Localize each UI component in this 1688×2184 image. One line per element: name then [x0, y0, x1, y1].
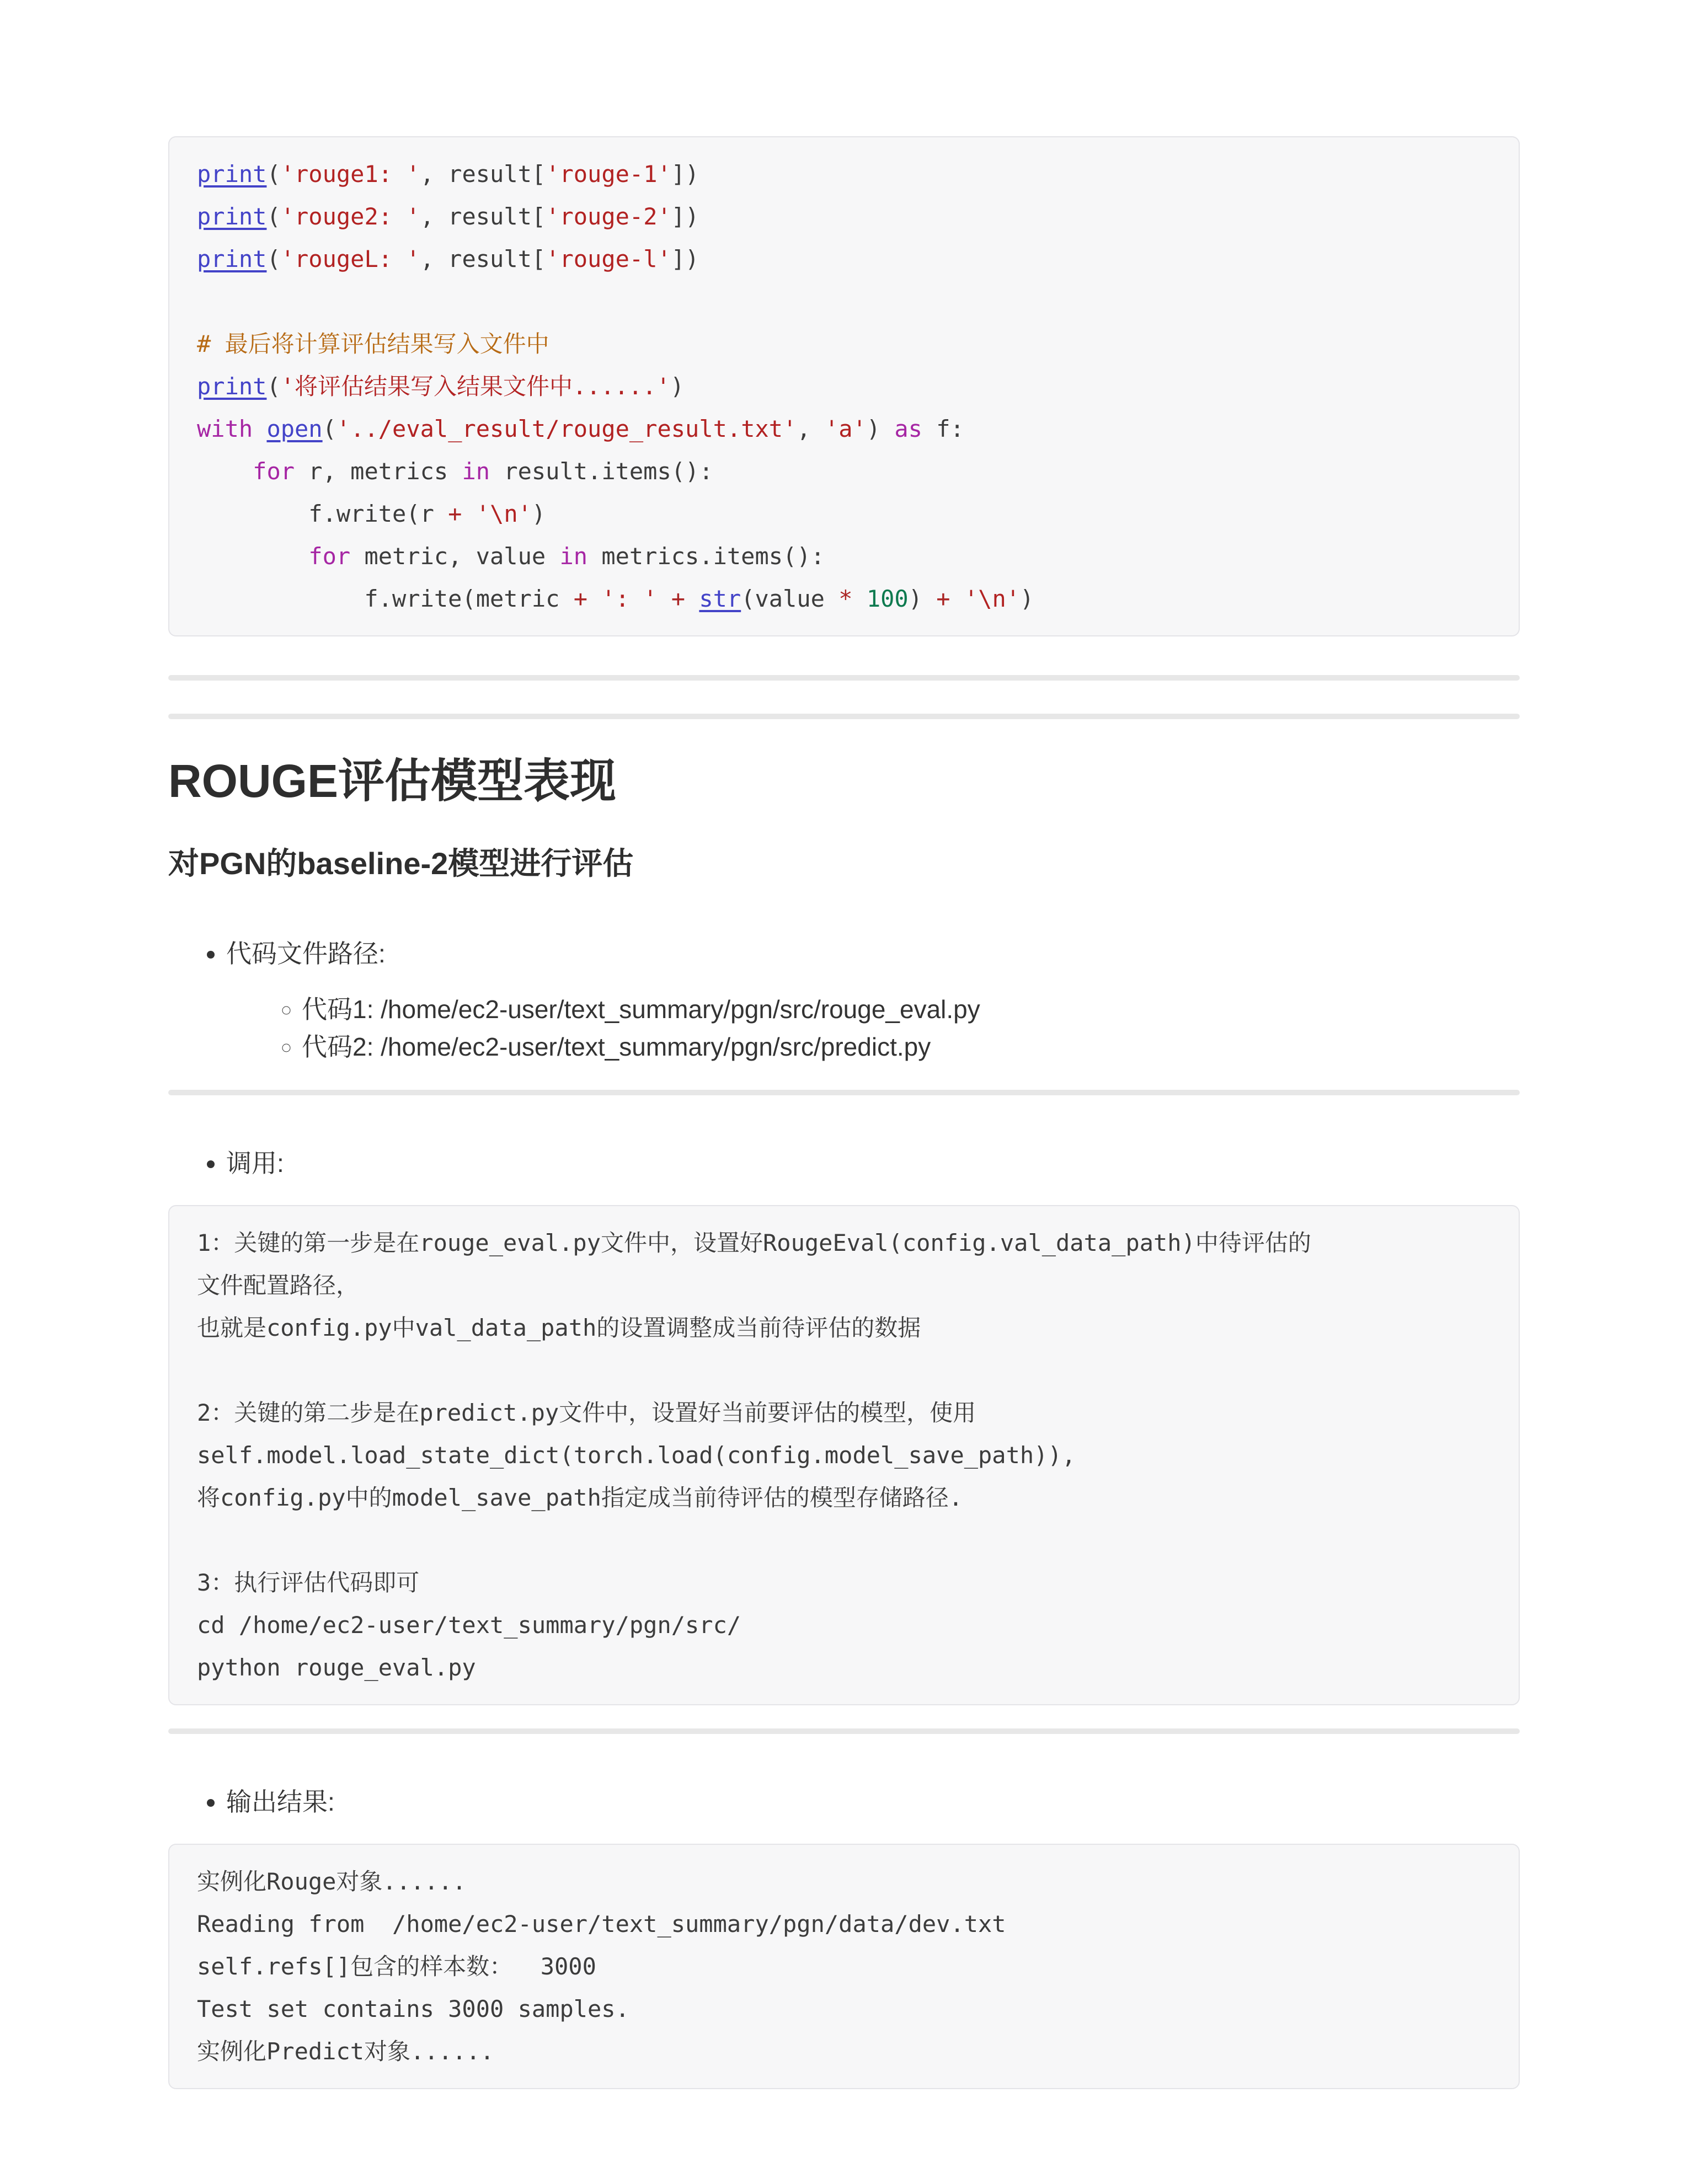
separator-bar	[168, 1090, 1520, 1095]
code-line: for r, metrics in result.items():	[253, 458, 713, 485]
code-block-instructions	[168, 1205, 1520, 1705]
list-item: ◦ 代码1: /home/ec2-user/text_summary/pgn/src/rouge_eval.py	[302, 994, 1520, 1025]
code-line: print('rouge2: ', result['rouge-2'])	[197, 203, 699, 230]
code-line: with open('../eval_result/rouge_result.txt', 'a') as f:	[197, 415, 964, 442]
code-path-list	[168, 938, 1520, 1062]
code-line: print('rouge1: ', result['rouge-1'])	[197, 160, 699, 188]
list-item: • 输出结果:	[226, 1786, 1520, 1817]
list-item: • 调用:	[226, 1148, 1520, 1179]
code-line: 2：关键的第二步是在predict.py文件中，设置好当前要评估的模型，使用	[197, 1399, 976, 1426]
code-line: 实例化Predict对象......	[197, 2038, 494, 2065]
code-line: 1：关键的第一步是在rouge_eval.py文件中，设置好RougeEval(config.val_data_path)中待评估的	[197, 1229, 1311, 1256]
code-line: 文件配置路径，	[197, 1272, 360, 1299]
separator-bar	[168, 714, 1520, 719]
code-block-output	[168, 1844, 1520, 2089]
code-line: f.write(metric + ': ' + str(value * 100) + '\n')	[197, 585, 1034, 612]
invoke-list	[168, 1148, 1520, 1179]
output-list	[168, 1786, 1520, 1817]
code-line: print('将评估结果写入结果文件中......')	[197, 373, 685, 400]
separator-bar	[168, 675, 1520, 681]
code-line: # 最后将计算评估结果写入文件中	[197, 330, 549, 357]
code-block-python	[168, 136, 1520, 636]
code-line	[197, 1519, 1491, 1561]
code-line: 也就是config.py中val_data_path的设置调整成当前待评估的数据	[197, 1314, 921, 1341]
list-item-label: 代码文件路径:	[226, 939, 386, 968]
list-item	[226, 938, 1520, 1062]
code-line: 3：执行评估代码即可	[197, 1569, 420, 1596]
code-line: Test set contains 3000 samples.	[197, 1995, 629, 2022]
code-line: self.refs[]包含的样本数： 3000	[197, 1953, 596, 1980]
code-line: cd /home/ec2-user/text_summary/pgn/src/	[197, 1612, 741, 1639]
code-line	[197, 1349, 1491, 1391]
document-page	[168, 0, 1520, 2089]
code-line	[197, 280, 1491, 323]
code-line: Reading from /home/ec2-user/text_summary/pgn/data/dev.txt	[197, 1910, 1006, 1937]
list-item: ◦ 代码2: /home/ec2-user/text_summary/pgn/src/predict.py	[302, 1031, 1520, 1062]
code-line: f.write(r + '\n')	[197, 500, 546, 527]
separator-bar	[168, 1728, 1520, 1734]
code-line: 实例化Rouge对象......	[197, 1868, 467, 1895]
code-line: print('rougeL: ', result['rouge-l'])	[197, 245, 699, 272]
code-line: self.model.load_state_dict(torch.load(config.model_save_path)),	[197, 1442, 1076, 1469]
page-title: ROUGE评估模型表现	[168, 755, 617, 807]
code-line: 将config.py中的model_save_path指定成当前待评估的模型存储路径.	[197, 1484, 963, 1511]
code-line: python rouge_eval.py	[197, 1654, 476, 1681]
code-line: for metric, value in metrics.items():	[308, 543, 825, 570]
code-path-sublist	[226, 994, 1520, 1062]
section-subtitle: 对PGN的baseline-2模型进行评估	[168, 846, 634, 881]
